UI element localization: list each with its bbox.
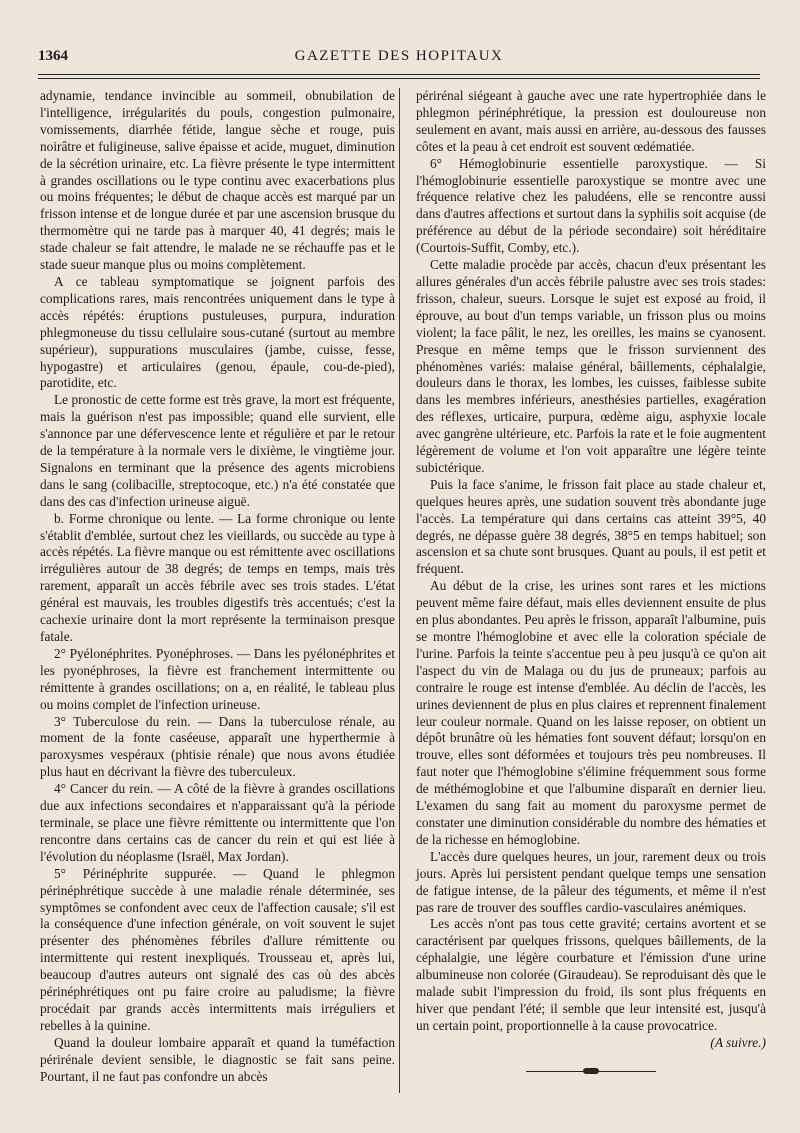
paragraph: Le pronostic de cette forme est très grave, la mort est fréquente, mais la guérison n'est pas impossible; quand elle survient, elle s'annonce par une défervescence lente et régulière et par le retour de la température à la normale vers le dixième, le vingtième jour. Signalons en terminant que la présence des agents microbiens dans le sang (colibacille, streptocoque, etc.) n'a été constatée que dans des cas d'infection urineuse aiguë. — [40, 392, 395, 509]
continuation-note: (A suivre.) — [710, 1034, 766, 1050]
column-divider — [399, 88, 400, 1093]
paragraph: 5° Périnéphrite suppurée. — Quand le phlegmon périnéphrétique succède à une maladie rénale déterminée, ses symptômes se confondent avec ceux de l'affection causale; s'il est la conséquence d'une infection générale, on voit souvent le sujet présenter des phénomènes fébriles d'allure rémittente ou intermittente qui restent inexpliqués. Trousseau et, après lui, beaucoup d'autres auteurs ont signalé des cas où des abcès périnéphrétiques ont pu faire croire au paludisme; la fièvre procédait par grands accès intermittents mais irréguliers et rebelles à la quinine. — [40, 865, 395, 1033]
paragraph: Les accès n'ont pas tous cette gravité; certains avortent et se caractérisent par quelques frissons, quelques bâillements, de la céphalalgie, une légère courbature et l'émission d'une urine albumineuse non colorée (Giraudeau). Se reproduisant dès que le malade subit l'impression du froid, ils sont plus fréquents en hiver que pendant l'été; il semble que leur intensité est, jusqu'à un certain point, proportionnelle à la cause provocatrice. — [416, 916, 766, 1033]
right-column — [416, 88, 766, 1076]
paragraph: 2° Pyélonéphrites. Pyonéphroses. — Dans les pyélonéphrites et les pyonéphroses, la fièvre est franchement intermittente ou rémittente à grandes oscillations; on a, en réalité, le tableau plus ou moins complet de l'infection urineuse. — [40, 645, 395, 712]
paragraph: 4° Cancer du rein. — A côté de la fièvre à grandes oscillations due aux infections secondaires et n'apparaissant qu'à la période terminale, se place une fièvre rémittente ou intermittente que l'on rencontre dans certains cas de cancer du rein et qui est liée à l'évolution du néoplasme (Israël, Max Jordan). — [40, 781, 395, 864]
paragraph: A ce tableau symptomatique se joignent parfois des complications rares, mais rencontrées uniquement dans le type à accès répétés: éruptions pustuleuses, purpura, induration phlegmoneuse du tissu cellulaire sous-cutané (surtout au membre supérieur), suppurations musculaires (jambe, cuisse, fesse, hypogastre) et articulaires (genou, épaule, cou-de-pied), parotidite, etc. — [40, 273, 395, 391]
paragraph: adynamie, tendance invincible au sommeil, obnubilation de l'intelligence, irrégularités du pouls, congestion pulmonaire, vomissements, diarrhée fétide, langue sèche et rouge, puis noirâtre et fuligineuse, salive épaisse et acide, muguet, diminution de la sécrétion urinaire, etc. La fièvre présente le type intermittent à grandes oscillations ou le type continu avec exacerbations plus ou moins fréquentes; le début de chaque accès est marqué par un frisson intense et de longue durée et par une ascension brusque du thermomètre qui ne tarde pas à marquer 40, 41 degrés; mais le stade chaleur se fait attendre, le malade ne se réchauffe pas et le stade sueur manque plus ou moins complètement. — [40, 88, 395, 273]
paragraph: 3° Tuberculose du rein. — Dans la tuberculose rénale, au moment de la fonte caséeuse, apparaît une hyperthermie à paroxysmes vespéraux (phtisie rénale) que nous avons étudiée plus haut en décrivant la fièvre des tuberculeux. — [40, 713, 395, 780]
paragraph: Cette maladie procède par accès, chacun d'eux présentant les allures générales d'un accès fébrile palustre avec ses trois stades: frisson, chaleur, sueurs. Lorsque le sujet est exposé au froid, il éprouve, au bout d'un temps variable, un frisson plus ou moins violent; la face pâlit, le nez, les oreilles, les mains se cyanosent. Presque en même temps que le frisson surviennent des phénomènes variés: malaise général, bâillements, céphalalgie, douleurs dans le thorax, les lombes, les cuisses, faiblesse subite dans les membres inférieurs, anesthésies partielles, exagération des réflexes, urticaire, purpura, œdème aigu, asphyxie locale avec gangrène ultérieure, etc. Parfois la rate et le foie augmentent légèrement de volume et l'on voit apparaître une légère teinte subictérique. — [416, 257, 766, 475]
end-ornament — [526, 1066, 656, 1076]
paragraph: Puis la face s'anime, le frisson fait place au stade chaleur et, quelques heures après, une sudation souvent très abondante juge l'accès. La température qui dans certains cas atteint 39°5, 40 degrés, ne dépasse guère 38 degrés, 38°5 en temps habituel; son ascension et sa chute sont brusques. Quant au pouls, il est petit et fréquent. — [416, 476, 766, 577]
left-column — [40, 88, 395, 1085]
header-rule — [38, 74, 760, 79]
page-number: 1364 — [38, 48, 68, 64]
journal-title: GAZETTE DES HOPITAUX — [294, 48, 504, 64]
paragraph: 6° Hémoglobinurie essentielle paroxystique. — Si l'hémoglobinurie essentielle paroxystique se montre avec une fréquence relative chez les paludéens, elle se rencontre aussi dans d'autres affections et surtout dans la syphilis soit acquise (de préférence au début de la période secondaire) soit héréditaire (Courtois-Suffit, Comby, etc.). — [416, 155, 766, 256]
paragraph: Au début de la crise, les urines sont rares et les mictions peuvent même faire défaut, mais elles deviennent ensuite de plus en plus abondantes. Peu après le frisson, apparaît l'albumine, puis se montre l'hémoglobine et avec elle la coloration spéciale de l'urine. Parfois la teinte s'accentue peu à peu jusqu'à ce qu'on ait l'aspect du vin de Malaga ou du jus de pruneaux; parfois au contraire le rouge est intense d'emblée. Au déclin de l'accès, les urines deviennent de plus en plus claires et reprennent finalement leur couleur normale. Quand on les laisse reposer, on obtient un dépôt brunâtre où les hématies font souvent défaut; lorsqu'on en trouve, elles sont déformées et toujours très peu nombreuses. Il faut noter que l'hémoglobine s'élimine fréquemment sous forme de méthémoglobine et que l'albumine disparaît en dernier lieu. L'examen du sang fait au moment du paroxysme permet de constater une diminution considérable du nombre des hématies et de la richesse en hémoglobine. — [416, 578, 766, 847]
paragraph: b. Forme chronique ou lente. — La forme chronique ou lente s'établit d'emblée, surtout chez les vieillards, ou succède au type à accès répétés. La fièvre manque ou est rémittente avec oscillations irrégulières autour de 38 degrés; de temps en temps, mais très rarement, apparaît un accès fébrile avec ses trois stades. L'état général est mauvais, les troubles digestifs très accentués; c'est la cachexie urinaire dont la mort représente la terminaison presque fatale. — [40, 510, 395, 644]
paragraph: L'accès dure quelques heures, un jour, rarement deux ou trois jours. Après lui persistent pendant quelque temps une sensation de fatigue intense, de la pâleur des téguments, et même il n'est pas rare de trouver des souffles cardio-vasculaires anémiques. — [416, 848, 766, 915]
paragraph: périrénal siégeant à gauche avec une rate hypertrophiée dans le phlegmon périnéphrétique, la pression est douloureuse non seulement en avant, mais aussi en arrière, au-dessous des fausses côtes et la peau à cet endroit est souvent œdématiée. — [416, 88, 766, 154]
paragraph: Quand la douleur lombaire apparaît et quand la tuméfaction périrénale devient sensible, le diagnostic se fait sans peine. Pourtant, il ne faut pas confondre un abcès — [40, 1034, 395, 1084]
page-header — [38, 40, 760, 66]
